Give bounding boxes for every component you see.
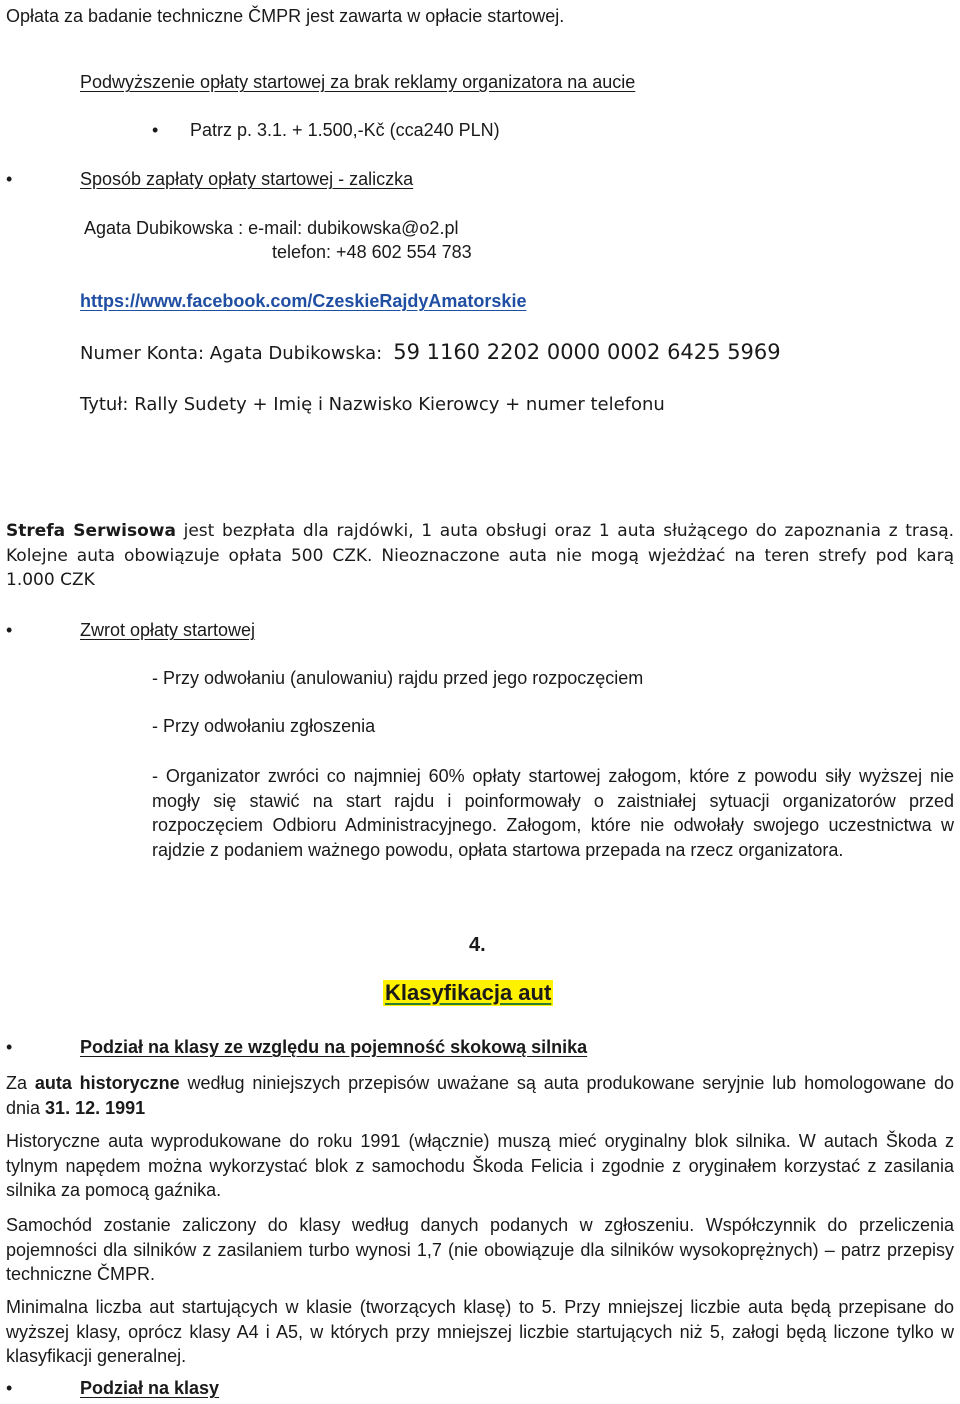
service-zone-text: jest bezpłata dla rajdówki, 1 auta obsługi oraz 1 auta służącego do zapoznania z trasą. Kolejne auta obowiązuje opłata 500 CZK. Nieoznaczone auta nie mogą wjeżdżać na teren strefy pod karą 1.000 CZK — [6, 521, 955, 590]
fee-increase-heading: Podwyższenie opłaty startowej za brak reklamy organizatora na aucie — [80, 72, 636, 92]
fee-inspection-note: Opłata za badanie techniczne ČMPR jest zawarta w opłacie startowej. — [6, 6, 565, 26]
refund-item: - Przy odwołaniu (anulowaniu) rajdu przed jego rozpoczęciem — [152, 668, 644, 688]
historic-date: 31. 12. 1991 — [45, 1097, 146, 1118]
section-number: 4. — [469, 934, 486, 956]
service-zone-paragraph — [6, 519, 954, 593]
fee-increase-amount: Patrz p. 3.1. + 1.500,-Kč (cca240 PLN) — [190, 120, 500, 140]
facebook-link[interactable]: https://www.facebook.com/CzeskieRajdyAmatorskie — [80, 291, 527, 311]
account-row — [80, 340, 781, 364]
contact-phone: telefon: +48 602 554 783 — [272, 242, 472, 262]
historic-engine-paragraph: Historyczne auta wyprodukowane do roku 1991 (włącznie) muszą mieć oryginalny blok silnika. W autach Škoda z tylnym napędem można wykorzystać blok z samochodu Škoda Felicia i zgodnie z oryginałem korzystać z zasilania silnika za pomocą gaźnika. — [6, 1131, 954, 1200]
bullet-icon — [6, 1037, 12, 1058]
service-zone-label: Strefa Serwisowa — [6, 521, 176, 541]
class-division-heading: Podział na klasy ze względu na pojemność skokową silnika — [80, 1037, 588, 1057]
contact-name-email: Agata Dubikowska : e-mail: dubikowska@o2.pl — [84, 218, 459, 238]
historic-cars-paragraph — [6, 1071, 954, 1120]
minimum-cars-paragraph: Minimalna liczba aut startujących w klasie (tworzących klasę) to 5. Przy mniejszej liczbie auta będą przepisane do wyższej klasy, oprócz klasy A4 i A5, w których przy mniejszej liczbie startujących niż 5, załogi będą liczone tylko w klasyfikacji generalnej. — [6, 1297, 954, 1366]
transfer-title: Tytuł: Rally Sudety + Imię i Nazwisko Kierowcy + numer telefonu — [80, 394, 665, 415]
payment-method-heading: Sposób zapłaty opłaty startowej - zaliczka — [80, 169, 414, 189]
account-number: 59 1160 2202 0000 0002 6425 5969 — [393, 340, 781, 364]
refund-item: - Organizator zwróci co najmniej 60% opłaty startowej załogom, które z powodu siły wyższej nie mogły się stawić na start rajdu i poinformowały o zaistniałej sytuacji organizatorów przed rozpoczęciem Odbioru Administracyjnego. Załogom, które nie odwołały swojego uczestnictwa w rajdzie z podaniem ważnego powodu, opłata startowa przepada na rzecz organizatora. — [152, 766, 954, 860]
section-title: Klasyfikacja aut — [385, 980, 552, 1005]
historic-text: według niniejszych przepisów uważane są auta produkowane seryjnie lub homologowane do dnia — [6, 1073, 954, 1118]
account-label: Numer Konta: Agata Dubikowska: — [80, 343, 383, 364]
bullet-icon — [6, 620, 12, 641]
classes-heading: Podział na klasy — [80, 1378, 220, 1398]
historic-text: Za — [6, 1073, 35, 1093]
bullet-icon — [6, 1378, 12, 1399]
refund-item: - Przy odwołaniu zgłoszenia — [152, 716, 376, 736]
refund-heading: Zwrot opłaty startowej — [80, 620, 256, 640]
historic-bold: auta historyczne — [34, 1073, 180, 1093]
class-assignment-paragraph: Samochód zostanie zaliczony do klasy według danych podanych w zgłoszeniu. Współczynnik do przeliczenia pojemności dla silników z zasilaniem turbo wynosi 1,7 (nie obowiązuje dla silników wysokoprężnych) – patrz przepisy techniczne ČMPR. — [6, 1215, 954, 1284]
bullet-icon — [6, 169, 12, 190]
bullet-icon — [152, 120, 158, 141]
